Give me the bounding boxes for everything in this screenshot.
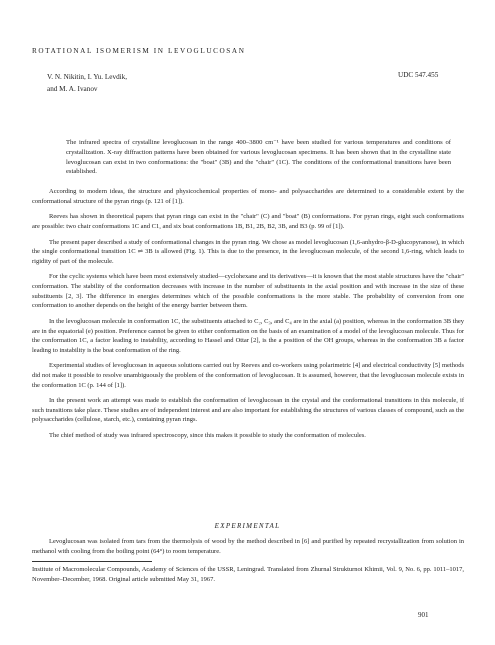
authors-line-1: V. N. Nikitin, I. Yu. Levdik, bbox=[47, 73, 128, 81]
authors-line-2: and M. A. Ivanov bbox=[47, 85, 98, 93]
paragraph: In the present work an attempt was made to establish the conformation of levoglucosan in the crystal and the conformational transitions in this molecule, if such transitions take place. These studies are of independent interest and are also important for establishing the structures of various classes of compound, such as the polysaccharides (cellulose, starch, etc.), containing pyran rings. bbox=[32, 397, 464, 424]
footnote-divider bbox=[32, 561, 152, 562]
experimental-text bbox=[32, 537, 464, 556]
paragraph: Reeves has shown in theoretical papers that pyran rings can exist in the "chair" (C) and "boat" (B) conformations. For pyran rings, eight such conformations are possible: two chair conformations 1C and C1, and six boat conformations 1B, B1, 2B, B2, 3B, and B3 (p. 99 of [1]). bbox=[32, 213, 464, 230]
paragraph: The present paper described a study of conformational changes in the pyran ring. We chose as model levoglucosan (1,6-anhydro-β-D-glucopyranose), in which the single conformational transition 1C ⇌ 3B is allowed (Fig. 1). This is due to the presence, in the levoglucosan molecule, of the second 1,6-ring, which leads to rigidity of part of the molecule. bbox=[32, 238, 464, 265]
section-heading: EXPERIMENTAL bbox=[214, 522, 281, 530]
paragraph: For the cyclic systems which have been most extensively studied—cyclohexane and its derivatives—it is known that the most stable structures have the "chair" conformation. The stability of the conformation decreases with increase in the number of substituents in the axial position and with increase in the size of these substituents [2, 3]. The difference in energies determines which of the possible conformations is the more stable. The probability of conversion from one conformation to another depends on the height of the energy barrier between them. bbox=[32, 273, 464, 310]
paragraph: Experimental studies of levoglucosan in aqueous solutions carried out by Reeves and co-workers using polarimetric [4] and electrical conductivity [5] methods did not make it possible to resolve unambiguously the problem of the conformation of levoglucosan. It is assumed, however, that the levoglucosan molecule exists in the conformation 1C (p. 144 of [1]). bbox=[32, 362, 464, 389]
author-block bbox=[47, 71, 127, 95]
paragraph: In the levoglucosan molecule in conformation 1C, the substituents attached to C₂, C₃, and C₄ are in the axial (a) position, whereas in the conformation 3B they are in the equatorial (e) position. Preference cannot be given to either conformation on the basis of an examination of a model of the levoglucosan molecule. Thus for the conformation 1C, a factor leading to instability, according to Hassel and Ottar [2], is the a position of the OH groups, whereas in the conformation 3B a factor leading to instability is the boat conformation of the ring. bbox=[32, 317, 464, 354]
article-title: ROTATIONAL ISOMERISM IN LEVOGLUCOSAN bbox=[32, 47, 246, 55]
footnote: Institute of Macromolecular Compounds, Academy of Sciences of the USSR, Leningrad. Translated from Zhurnal Strukturnoi Khimii, Vol. 9, No. 6, pp. 1011–1017, November–December, 1968. Original article submitted May 31, 1967. bbox=[32, 566, 464, 583]
paragraph: According to modern ideas, the structure and physicochemical properties of mono- and polysaccharides are determined to a considerable extent by the conformational structure of the pyran rings (p. 121 of [1]). bbox=[32, 188, 464, 205]
paragraph: Levoglucosan was isolated from tars from the thermolysis of wood by the method described in [6] and purified by repeated recrystallization from solution in methanol with cooling from the boiling point (64°) to room temperature. bbox=[32, 538, 464, 555]
body-text bbox=[32, 187, 464, 447]
abstract: The infrared spectra of crystalline levoglucosan in the range 400–3800 cm⁻¹ have been studied for various temperatures and conditions of crystallization. X-ray diffraction patterns have been obtained for various levoglucosan specimens. It has been shown that in the crystalline state levoglucosan can exist in two conformations: the "boat" (3B) and the "chair" (1C). The conditions of the conformational transitions have been established. bbox=[66, 139, 451, 176]
udc-code: UDC 547.455 bbox=[398, 71, 439, 79]
page-number: 901 bbox=[418, 611, 429, 619]
paragraph: The chief method of study was infrared spectroscopy, since this makes it possible to study the conformation of molecules. bbox=[49, 432, 366, 440]
